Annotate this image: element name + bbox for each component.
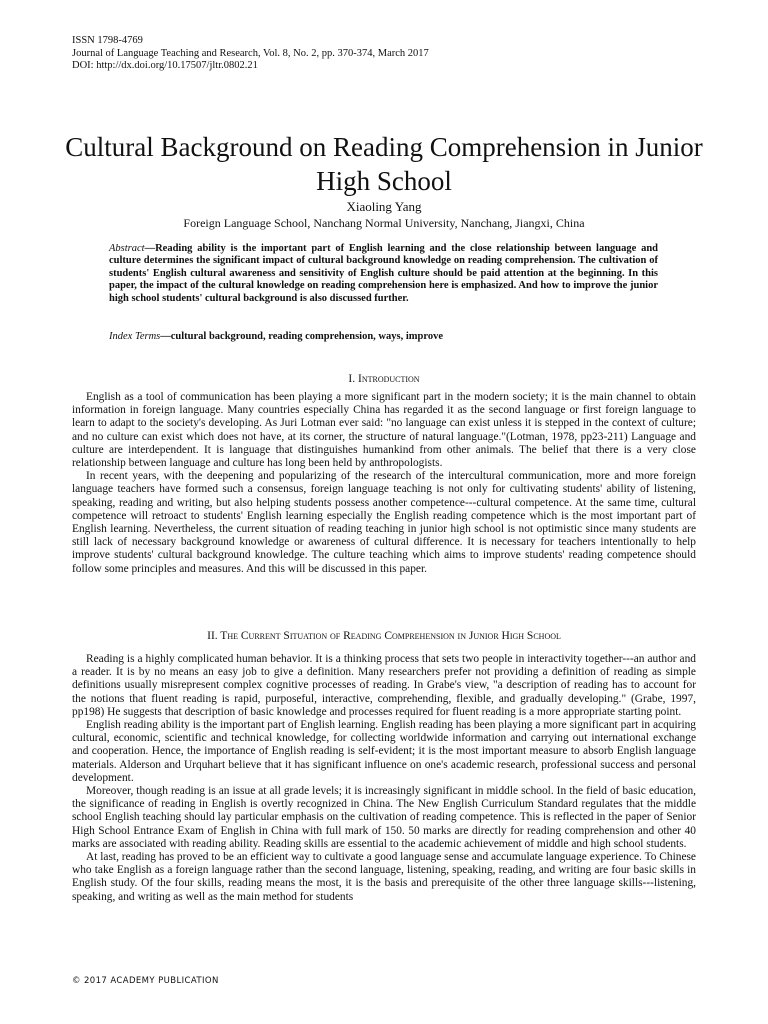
index-terms	[109, 331, 658, 343]
paragraph: Moreover, though reading is an issue at all grade levels; it is increasingly significant in middle school. In the field of basic education, the significance of reading in English is overtly recognized in China. The New English Curriculum Standard regulates that the middle school English teaching should lay particular emphasis on the cultivation of reading competence. This is reflected in the paper of Senior High School Entrance Exam of English in China with full mark of 150. 50 marks are directly for reading comprehension and other 40 marks are associated with reading ability. Reading skills are essential to the academic achievement of middle and high school students.	[72, 785, 696, 850]
abstract-label: Abstract	[109, 243, 145, 254]
paragraph: English reading ability is the important part of English learning. English reading has been playing a more significant part in acquiring cultural, economic, scientific and technical knowledge, for collecting worldwide information and carrying out international exchange and cooperation. Hence, the importance of English reading is self-evident; it is the most important measure to absorb English language materials. Alderson and Urquhart believe that it has significant influence on one's academic research, professional success and personal development.	[72, 719, 696, 784]
abstract	[109, 243, 658, 305]
journal-citation: Journal of Language Teaching and Research, Vol. 8, No. 2, pp. 370-374, March 2017	[72, 47, 429, 59]
paragraph: At last, reading has proved to be an efficient way to cultivate a good language sense and accumulate language experience. To Chinese who take English as a foreign language rather than the second language, listening, speaking, reading, and writing are four basic skills in English study. Of the four skills, reading means the most, it is the basis and prerequisite of the other three language skills---listening, speaking, and writing as well as the main method for students	[72, 851, 696, 903]
paragraph: Reading is a highly complicated human behavior. It is a thinking process that sets two people in interactivity together---an author and a reader. It is by no means an easy job to give a definition. Many researchers prefer not providing a definition of reading as simple definitions usually misrepresent complex cognitive processes of reading. In Grabe's view, "a description of reading has to account for the notions that fluent reading is rapid, purposeful, interactive, comprehending, flexible, and gradually developing." (Grabe, 1997, pp198) He suggests that description of basic knowledge and processes required for fluent reading is a more appropriate starting point.	[72, 653, 696, 718]
paragraph: English as a tool of communication has been playing a more significant part in the modern society; it is the main channel to obtain information in foreign language. Many countries especially China has regarded it as the second language or first foreign language to learn to adapt to the society's developing. As Juri Lotman ever said: "no language can exist unless it is stepped in the context of culture; and no culture can exist which does not have, at its corner, the structure of natural language."(Lotman, 1978, pp23-211) Language and culture are interdependent. It is language that distinguishes humankind from other animals. The belief that there is a very close relationship between language and culture has long been held by anthropologists.	[72, 391, 696, 470]
section-heading-current-situation: II. The Current Situation of Reading Comprehension in Junior High School	[207, 630, 561, 642]
index-terms-label: Index Terms	[109, 331, 161, 342]
journal-header	[72, 35, 429, 73]
doi-link[interactable]: DOI: http://dx.doi.org/10.17507/jltr.0802.21	[72, 60, 258, 71]
abstract-text: —Reading ability is the important part of English learning and the close relationship between language and culture determines the significant impact of cultural background knowledge on reading comprehension. The cultivation of students' English cultural awareness and sensitivity of English culture should be paid attention at the beginning. In this paper, the impact of the cultural knowledge on reading comprehension here is emphasized. And how to improve the junior high school students' cultural background is also discussed further.	[109, 243, 658, 304]
section-current-situation-body	[72, 653, 696, 904]
author-name: Xiaoling Yang	[346, 199, 422, 214]
index-terms-text: —cultural background, reading comprehension, ways, improve	[160, 331, 443, 342]
copyright-footer: © 2017 ACADEMY PUBLICATION	[72, 976, 219, 986]
paragraph: In recent years, with the deepening and popularizing of the research of the intercultural communication, more and more foreign language teachers have formed such a consensus, foreign language teaching is not only for cultivating students' ability of listening, speaking, reading and writing, but also helping students possess another competence---cultural competence. At the same time, cultural competence will retroact to students' English learning especially the English reading competence which is the most important part of English learning. Nevertheless, the current situation of reading teaching in junior high school is not optimistic since many students are still lack of necessary background knowledge or awareness of cultural difference. It is necessary for teachers intentionally to help improve students' cultural background knowledge. The culture teaching which aims to improve students' reading competence should follow some principles and measures. And this will be discussed in this paper.	[72, 470, 696, 575]
issn: ISSN 1798-4769	[72, 35, 143, 46]
paper-title: Cultural Background on Reading Comprehension in Junior High School	[65, 132, 703, 197]
section-introduction-body	[72, 391, 696, 576]
author-affiliation: Foreign Language School, Nanchang Normal University, Nanchang, Jiangxi, China	[183, 216, 585, 230]
section-heading-introduction: I. Introduction	[348, 373, 420, 385]
